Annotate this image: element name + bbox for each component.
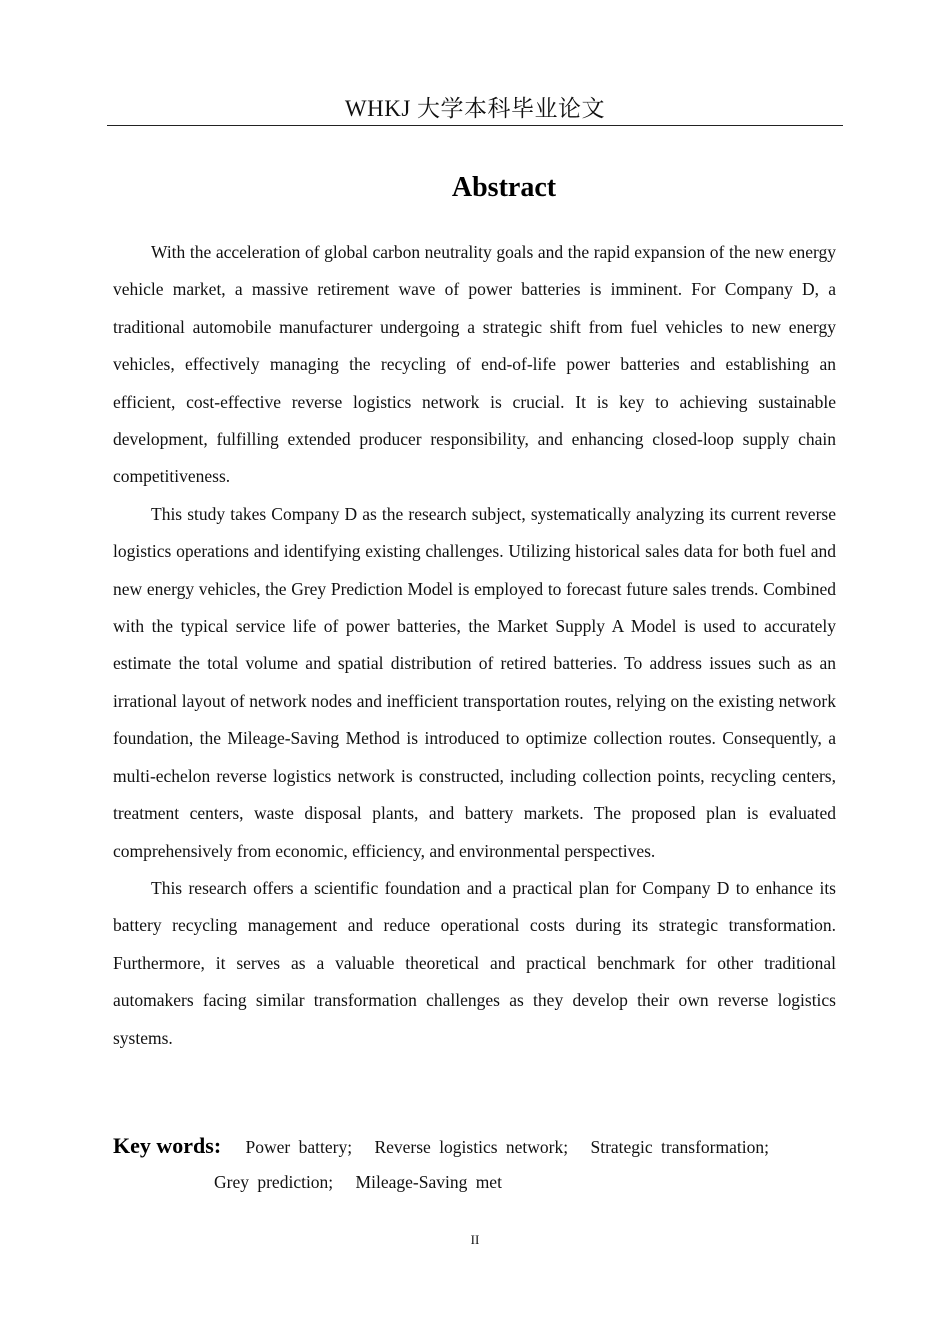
keyword-item: Strategic transformation; <box>590 1137 769 1157</box>
abstract-paragraph-3: This research offers a scientific foundation and a practical plan for Company D to enhance its battery recycling management and reduce operational costs during its strategic transformation. Furthermore, it serves as a valuable theoretical and practical benchmark for other traditional automakers facing similar transformation challenges as they develop their own reverse logistics systems. <box>113 877 836 1048</box>
keyword-item: Reverse logistics network; <box>374 1137 569 1157</box>
keyword-item: Mileage-Saving met <box>355 1172 502 1192</box>
abstract-heading: Abstract <box>451 172 557 203</box>
keyword-item: Grey prediction; <box>214 1172 334 1192</box>
abstract-paragraph-2: This study takes Company D as the research subject, systematically analyzing its current reverse logistics operations and identifying existing challenges. Utilizing historical sales data for both fuel and new energy vehicles, the Grey Prediction Model is employed to forecast future sales trends. Combined with the typical service life of power batteries, the Market Supply A Model is used to accurately estimate the total volume and spatial distribution of retired batteries. To address issues such as an irrational layout of network nodes and inefficient transportation routes, relying on the existing network foundation, the Mileage-Saving Method is introduced to optimize collection routes. Consequently, a multi-echelon reverse logistics network is constructed, including collection points, recycling centers, treatment centers, waste disposal plants, and battery markets. The proposed plan is evaluated comprehensively from economic, efficiency, and environmental perspectives. <box>113 503 836 861</box>
keywords-line-1 <box>113 1127 836 1164</box>
abstract-body <box>113 234 836 1057</box>
header-title: WHKJ 大学本科毕业论文 <box>344 96 606 121</box>
keywords-line-2 <box>113 1164 836 1201</box>
keywords-section <box>113 1127 836 1201</box>
abstract-paragraph-1: With the acceleration of global carbon neutrality goals and the rapid expansion of the new energy vehicle market, a massive retirement wave of power batteries is imminent. For Company D, a traditional automobile manufacturer undergoing a strategic shift from fuel vehicles to new energy vehicles, effectively managing the recycling of end-of-life power batteries and establishing an efficient, cost-effective reverse logistics network is crucial. It is key to achieving sustainable development, fulfilling extended producer responsibility, and enhancing closed-loop supply chain competitiveness. <box>113 242 836 487</box>
keywords-label: Key words: <box>113 1133 222 1158</box>
page-number: II <box>470 1232 480 1247</box>
keyword-item: Power battery; <box>245 1137 353 1157</box>
page-header <box>107 93 843 126</box>
